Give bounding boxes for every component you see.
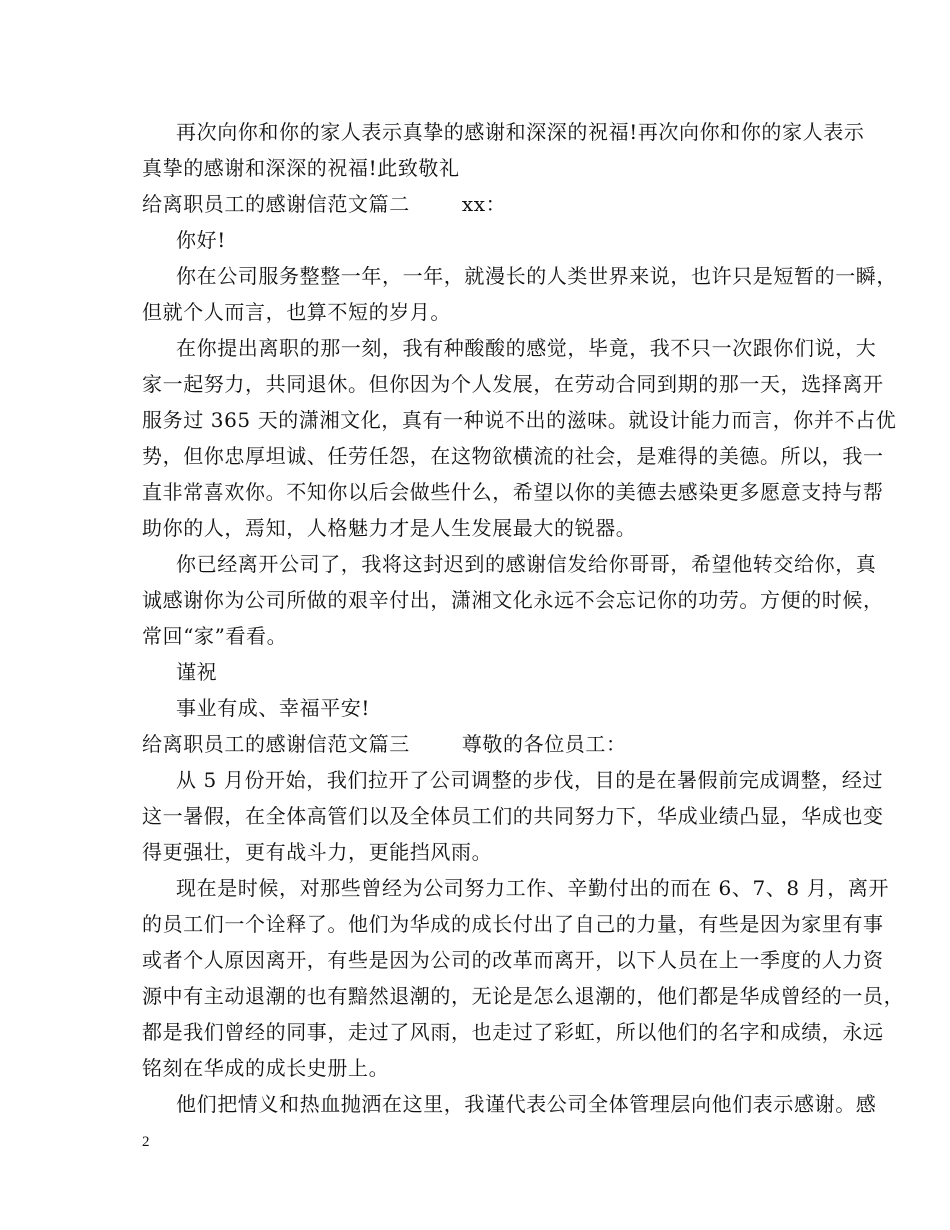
- paragraph-line: 这一暑假，在全体高管们以及全体员工们的共同努力下，华成业绩凸显，华成也变: [142, 804, 884, 828]
- paragraph-line: 势，但你忠厚坦诚、任劳任怨，在这物欲横流的社会，是难得的美德。所以，我一: [142, 444, 884, 468]
- paragraph-line: 得更强壮，更有战斗力，更能挡风雨。: [142, 840, 493, 864]
- paragraph-line: 在你提出离职的那一刻，我有种酸酸的感觉，毕竟，我不只一次跟你们说，大: [176, 336, 877, 360]
- greeting: 你好!: [176, 228, 226, 252]
- paragraph-line: 但就个人而言，也算不短的岁月。: [142, 300, 451, 324]
- section-title: 给离职员工的感谢信范文篇二: [142, 192, 410, 216]
- salutation: xx：: [461, 192, 507, 216]
- section-title: 给离职员工的感谢信范文篇三: [142, 732, 410, 756]
- paragraph-line: 常回“家”看看。: [142, 624, 288, 648]
- paragraph-line: 直非常喜欢你。不知你以后会做些什么，希望以你的美德去感染更多愿意支持与帮: [142, 480, 884, 504]
- section-heading-3: [142, 726, 810, 762]
- salutation: 尊敬的各位员工：: [461, 732, 627, 756]
- section-heading-2: [142, 186, 810, 222]
- paragraph-line: 你已经离开公司了，我将这封迟到的感谢信发给你哥哥，希望他转交给你，真: [176, 552, 877, 576]
- closing-wish: 事业有成、幸福平安!: [176, 696, 371, 720]
- paragraph-line: 家一起努力，共同退休。但你因为个人发展，在劳动合同到期的那一天，选择离开: [142, 372, 884, 396]
- paragraph-line: 从 5 月份开始，我们拉开了公司调整的步伐，目的是在暑假前完成调整，经过: [176, 768, 884, 792]
- paragraph-line: 都是我们曾经的同事，走过了风雨，也走过了彩虹，所以他们的名字和成绩，永远: [142, 1020, 884, 1044]
- paragraph-line: 再次向你和你的家人表示真挚的感谢和深深的祝福!再次向你和你的家人表示: [176, 120, 865, 144]
- paragraph-line: 服务过 365 天的潇湘文化，真有一种说不出的滋味。就设计能力而言，你并不占优: [142, 408, 897, 432]
- paragraph-line: 铭刻在华成的成长史册上。: [142, 1056, 390, 1080]
- paragraph-line: 现在是时候，对那些曾经为公司努力工作、辛勤付出的而在 6、7、8 月，离开: [176, 876, 890, 900]
- paragraph-line: 你在公司服务整整一年，一年，就漫长的人类世界来说，也许只是短暂的一瞬，: [176, 264, 897, 288]
- paragraph-line: 的员工们一个诠释了。他们为华成的成长付出了自己的力量，有些是因为家里有事: [142, 912, 884, 936]
- paragraph-line: 他们把情义和热血抛洒在这里，我谨代表公司全体管理层向他们表示感谢。感: [176, 1092, 877, 1116]
- document-body: [142, 114, 905, 1122]
- paragraph-line: 或者个人原因离开，有些是因为公司的改革而离开，以下人员在上一季度的人力资: [142, 948, 884, 972]
- paragraph-line: 诚感谢你为公司所做的艰辛付出，潇湘文化永远不会忘记你的功劳。方便的时候，: [142, 588, 884, 612]
- page-number: 2: [142, 1134, 150, 1150]
- paragraph-line: 源中有主动退潮的也有黯然退潮的，无论是怎么退潮的，他们都是华成曾经的一员，: [142, 984, 905, 1008]
- paragraph-line: 助你的人，焉知，人格魅力才是人生发展最大的锐器。: [142, 516, 637, 540]
- paragraph-line: 真挚的感谢和深深的祝福!此致敬礼: [142, 156, 460, 180]
- closing: 谨祝: [176, 660, 218, 684]
